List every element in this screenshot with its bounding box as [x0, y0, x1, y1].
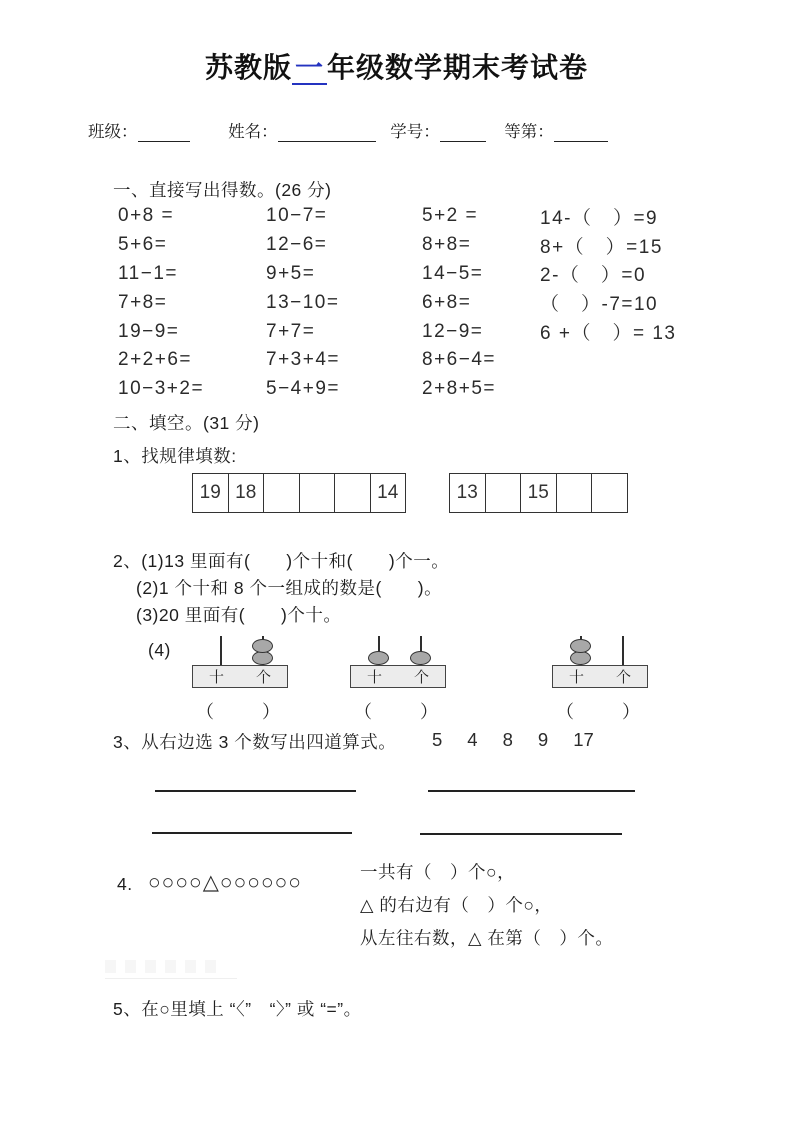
name-field	[228, 118, 386, 142]
class-blank-line	[138, 124, 190, 142]
answer-line	[155, 790, 356, 792]
sequence-cell-blank	[300, 474, 336, 512]
abacus-bead	[368, 651, 389, 665]
equation-grid	[118, 202, 678, 404]
equation: 14-（ ）=9	[540, 207, 659, 229]
abacus-bead	[570, 651, 591, 665]
class-label: 班级：	[88, 123, 138, 141]
candidate-number: 5	[432, 729, 443, 750]
tens-place-label: 十	[568, 669, 584, 686]
abacus-base	[192, 665, 288, 688]
abacus-figure	[192, 636, 288, 731]
question4-prompt-line: 一共有（ ）个○，	[360, 862, 516, 882]
equation: 9+5=	[266, 262, 316, 284]
equation: 6+8=	[422, 291, 472, 313]
answer-line	[428, 790, 635, 792]
ones-place-label: 个	[255, 669, 271, 686]
rank-field	[504, 118, 608, 142]
sequence-cell-blank	[264, 474, 300, 512]
student-info-row	[88, 118, 608, 142]
sequence-cell-blank	[335, 474, 371, 512]
name-label: 姓名：	[228, 123, 278, 141]
title-grade-blank: 一	[292, 52, 327, 85]
abacus-answer-blank: （ ）	[196, 702, 284, 722]
tens-place-label: 十	[366, 669, 382, 686]
question1-label: 1、找规律填数:	[113, 446, 237, 466]
section2-heading: 二、填空。(31 分)	[113, 413, 260, 433]
question4-prompt-line: 从左往右数，△ 在第（ ）个。	[360, 928, 614, 948]
equation: 10−3+2=	[118, 378, 205, 400]
abacus-answer-blank: （ ）	[556, 702, 644, 722]
equation: 5−4+9=	[266, 378, 340, 400]
rank-blank-line	[554, 124, 608, 142]
question2-line3: (3)20 里面有( )个十。	[136, 605, 342, 625]
candidate-number: 8	[502, 729, 513, 750]
candidate-number: 17	[573, 729, 594, 750]
question4-label: 4.	[117, 874, 133, 894]
question4-prompts	[360, 856, 613, 955]
equation: 12−9=	[422, 320, 484, 342]
class-field	[88, 118, 224, 142]
equation: 8+6−4=	[422, 349, 496, 371]
section1-heading: 一、直接写出得数。(26 分)	[113, 180, 332, 200]
sequence-cell-filled: 19	[193, 474, 229, 512]
equation: 10−7=	[266, 205, 328, 227]
abacus-bead	[252, 639, 273, 653]
answer-line	[152, 832, 352, 834]
equation: 7+7=	[266, 320, 316, 342]
abacus-bead	[252, 651, 273, 665]
abacus-figure	[552, 636, 648, 731]
equation: 19−9=	[118, 320, 180, 342]
student-number-label: 学号：	[390, 123, 440, 141]
sequence-cell-filled: 15	[521, 474, 557, 512]
abacus-rod	[220, 636, 222, 665]
equation: 2+2+6=	[118, 349, 192, 371]
ones-place-label: 个	[413, 669, 429, 686]
equation: 2-（ ）=0	[540, 265, 647, 287]
rank-label: 等第：	[504, 123, 554, 141]
abacus-bead	[570, 639, 591, 653]
question5-text: 5、在○里填上 “〈” “〉” 或 “=”。	[113, 999, 362, 1019]
sequence-cell-blank	[486, 474, 522, 512]
equation: 7+8=	[118, 291, 168, 313]
equation: 12−6=	[266, 234, 328, 256]
question2-line1: 2、(1)13 里面有( )个十和( )个一。	[113, 551, 450, 571]
title-prefix: 苏教版	[204, 52, 292, 83]
abacus-base	[552, 665, 648, 688]
equation: 5+2 =	[422, 205, 479, 227]
answer-line	[420, 833, 622, 835]
sequence-cell-filled: 18	[229, 474, 265, 512]
equation: 2+8+5=	[422, 378, 496, 400]
sequence-table-2	[449, 473, 628, 513]
question4-prompt-line: △ 的右边有（ ）个○，	[360, 895, 553, 915]
question3-text: 3、从右边选 3 个数写出四道算式。	[113, 732, 397, 752]
sequence-table-1	[192, 473, 406, 513]
equation: 7+3+4=	[266, 349, 340, 371]
abacus-bead	[410, 651, 431, 665]
student-number-field	[390, 118, 500, 142]
title-suffix: 年级数学期末考试卷	[327, 52, 589, 83]
sequence-cell-filled: 14	[377, 482, 399, 503]
question2-line2: (2)1 个十和 8 个一组成的数是( )。	[136, 578, 443, 598]
equation: （ ）-7=10	[540, 294, 659, 316]
question3-number-list	[432, 729, 619, 751]
name-blank-line	[278, 124, 376, 142]
equation: 0+8 =	[118, 205, 175, 227]
sequence-cell-filled: 13	[450, 474, 486, 512]
sequence-cell-blank	[557, 474, 593, 512]
equation: 14−5=	[422, 262, 484, 284]
equation: 8+8=	[422, 234, 472, 256]
abacus-rod	[622, 636, 624, 665]
candidate-number: 4	[467, 729, 478, 750]
abacus-figure	[350, 636, 446, 731]
ones-place-label: 个	[615, 669, 631, 686]
abacus-base	[350, 665, 446, 688]
abacus-answer-blank: （ ）	[354, 702, 442, 722]
equation: 8+（ ）=15	[540, 236, 663, 258]
page-title	[0, 46, 793, 86]
question4-shape-row: ○○○○△○○○○○○	[148, 871, 302, 894]
student-number-blank-line	[440, 124, 486, 142]
equation: 11−1=	[118, 262, 178, 284]
equation: 5+6=	[118, 234, 168, 256]
equation: 6 +（ ）= 13	[540, 323, 677, 345]
faded-scan-artifact	[105, 956, 237, 979]
question2-item4-label: (4)	[148, 640, 171, 660]
sequence-cell-blank	[592, 474, 627, 512]
abacus-figures-row	[0, 636, 793, 731]
tens-place-label: 十	[208, 669, 224, 686]
candidate-number: 9	[537, 729, 549, 750]
equation: 13−10=	[266, 291, 340, 313]
